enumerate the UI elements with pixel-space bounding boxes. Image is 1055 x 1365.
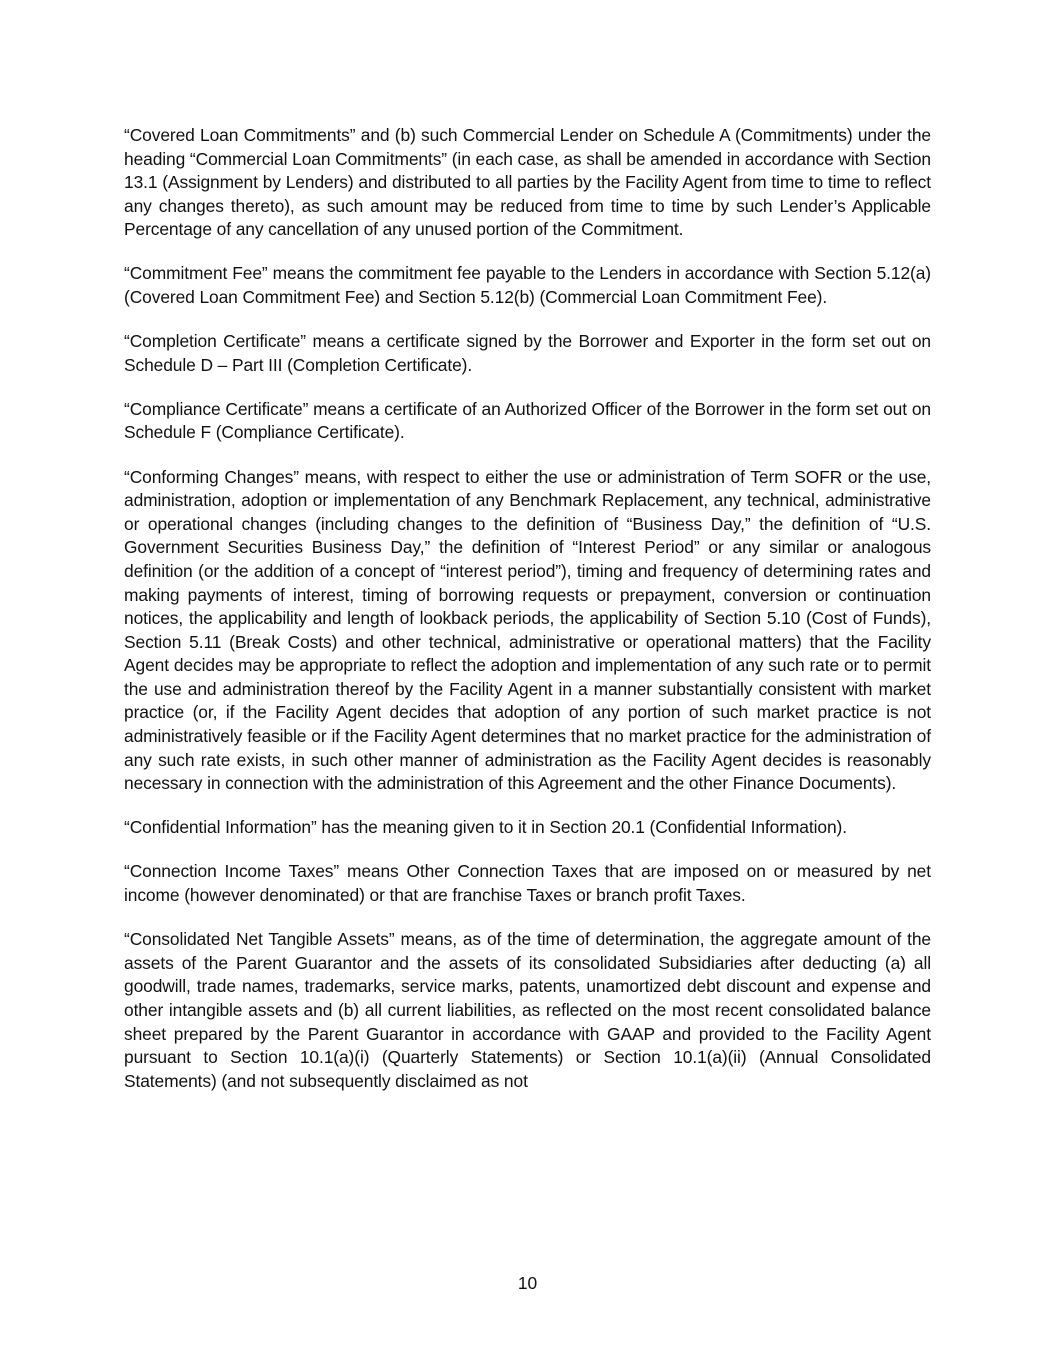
paragraph-covered-loan-commitments-continued: “Covered Loan Commitments” and (b) such Commercial Lender on Schedule A (Commitments) under the heading “Commercial Loan Commitments” (in each case, as shall be amended in accordance with Section 13.1 (Assignment by Lenders) and distributed to all parties by the Facility Agent from time to time to reflect any changes thereto), as such amount may be reduced from time to time by such Lender’s Applicable Percentage of any cancellation of any unused portion of the Commitment. bbox=[124, 125, 931, 240]
document-body bbox=[124, 124, 931, 1114]
paragraph-consolidated-net-tangible-assets: “Consolidated Net Tangible Assets” means, as of the time of determination, the aggregate amount of the assets of the Parent Guarantor and the assets of its consolidated Subsidiaries after deducting (a) all goodwill, trade names, trademarks, service marks, patents, unamortized debt discount and expense and other intangible assets and (b) all current liabilities, as reflected on the most recent consolidated balance sheet prepared by the Parent Guarantor in accordance with GAAP and provided to the Facility Agent pursuant to Section 10.1(a)(i) (Quarterly Statements) or Section 10.1(a)(ii) (Annual Consolidated Statements) (and not subsequently disclaimed as not bbox=[124, 929, 931, 1091]
paragraph-connection-income-taxes: “Connection Income Taxes” means Other Connection Taxes that are imposed on or measured by net income (however denominated) or that are franchise Taxes or branch profit Taxes. bbox=[124, 861, 931, 906]
paragraph-confidential-information: “Confidential Information” has the meaning given to it in Section 20.1 (Confidential Information). bbox=[124, 817, 847, 838]
page-number: 10 bbox=[517, 1273, 538, 1293]
paragraph-commitment-fee: “Commitment Fee” means the commitment fee payable to the Lenders in accordance with Section 5.12(a) (Covered Loan Commitment Fee) and Section 5.12(b) (Commercial Loan Commitment Fee). bbox=[124, 263, 931, 308]
paragraph-completion-certificate: “Completion Certificate” means a certificate signed by the Borrower and Exporter in the form set out on Schedule D – Part III (Completion Certificate). bbox=[124, 331, 931, 375]
paragraph-conforming-changes: “Conforming Changes” means, with respect to either the use or administration of Term SOFR or the use, administration, adoption or implementation of any Benchmark Replacement, any technical, administrative or operational changes (including changes to the definition of “Business Day,” the definition of “U.S. Government Securities Business Day,” the definition of “Interest Period” or any similar or analogous definition (or the addition of a concept of “interest period”), timing and frequency of determining rates and making payments of interest, timing of borrowing requests or prepayment, conversion or continuation notices, the applicability and length of lookback periods, the applicability of Section 5.10 (Cost of Funds), Section 5.11 (Break Costs) and other technical, administrative or operational matters) that the Facility Agent decides may be appropriate to reflect the adoption and implementation of any such rate or to permit the use and administration thereof by the Facility Agent in a manner substantially consistent with market practice (or, if the Facility Agent decides that adoption of any portion of such market practice is not administratively feasible or if the Facility Agent determines that no market practice for the administration of any such rate exists, in such other manner of administration as the Facility Agent decides is reasonably necessary in connection with the administration of this Agreement and the other Finance Documents). bbox=[124, 466, 931, 794]
paragraph-compliance-certificate: “Compliance Certificate” means a certificate of an Authorized Officer of the Borrower in the form set out on Schedule F (Compliance Certificate). bbox=[124, 398, 931, 443]
